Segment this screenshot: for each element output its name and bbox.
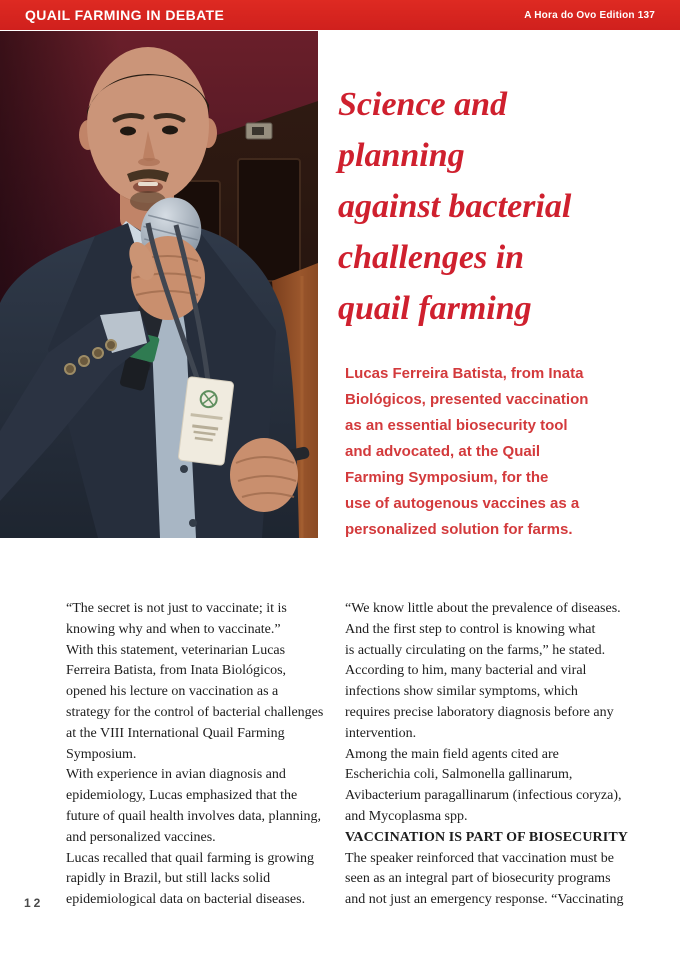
- body-text-line: and Mycoplasma spp.: [345, 808, 468, 824]
- article-title: [338, 79, 658, 334]
- standfirst-line: Lucas Ferreira Batista, from Inata: [345, 365, 584, 382]
- body-text-line: and personalized vaccines.: [66, 829, 216, 845]
- body-column-right: [345, 599, 657, 911]
- standfirst-line: use of autogenous vaccines as a: [345, 495, 580, 512]
- body-text-line: According to him, many bacterial and viral: [345, 663, 587, 679]
- title-line: quail farming: [338, 289, 532, 327]
- body-text-line: requires precise laboratory diagnosis before any: [345, 704, 614, 720]
- title-line: against bacterial: [338, 187, 572, 225]
- body-text-line: epidemiology, Lucas emphasized that the: [66, 788, 298, 804]
- body-text-line: and not just an emergency response. “Vaccinating: [345, 892, 624, 908]
- body-text-line: The speaker reinforced that vaccination must be: [345, 850, 614, 866]
- page-header: [0, 0, 680, 30]
- page-number: 12: [24, 896, 44, 910]
- body-text-line: opened his lecture on vaccination as a: [66, 684, 279, 700]
- body-text-line: And the first step to control is knowing what: [345, 621, 596, 637]
- body-text-line: “We know little about the prevalence of diseases.: [345, 601, 621, 616]
- title-line: Science and: [338, 85, 508, 123]
- body-text-line: With experience in avian diagnosis and: [66, 767, 286, 783]
- body-text-line: “The secret is not just to vaccinate; it is: [66, 601, 287, 616]
- body-text-line: infections show similar symptoms, which: [345, 684, 578, 700]
- body-text-line: seen as an integral part of biosecurity programs: [345, 871, 611, 887]
- body-text-line: Symposium.: [66, 746, 137, 762]
- body-text-line: strategy for the control of bacterial challenges: [66, 704, 324, 720]
- body-text-line: epidemiological data on bacterial diseases.: [66, 892, 306, 908]
- standfirst-line: personalized solution for farms.: [345, 521, 573, 538]
- body-text-line: Escherichia coli, Salmonella gallinarum,: [345, 767, 573, 783]
- article-standfirst: [345, 361, 655, 543]
- header-section-title: QUAIL FARMING IN DEBATE: [25, 7, 225, 23]
- body-text-line: intervention.: [345, 725, 417, 741]
- body-text-line: knowing why and when to vaccinate.”: [66, 621, 281, 637]
- body-text-line: Lucas recalled that quail farming is growing: [66, 850, 315, 866]
- body-text-line: Among the main field agents cited are: [345, 746, 559, 762]
- standfirst-line: Farming Symposium, for the: [345, 469, 549, 486]
- body-text-line: at the VIII International Quail Farming: [66, 725, 285, 741]
- standfirst-line: as an essential biosecurity tool: [345, 417, 568, 434]
- conference-badge: [178, 377, 234, 466]
- title-line: planning: [338, 136, 465, 174]
- door-hinge-icon: [246, 123, 272, 139]
- title-line: challenges in: [338, 238, 525, 276]
- header-edition-label: A Hora do Ovo Edition 137: [524, 9, 655, 21]
- body-text-line: future of quail health involves data, planning,: [66, 808, 322, 824]
- body-text-line: Ferreira Batista, from Inata Biológicos,: [66, 663, 287, 679]
- body-text-line: VACCINATION IS PART OF BIOSECURITY: [345, 829, 628, 845]
- body-text-line: Avibacterium paragallinarum (infectious coryza),: [345, 788, 622, 804]
- body-text-line: is actually circulating on the farms,” he stated.: [345, 642, 606, 658]
- standfirst-line: and advocated, at the Quail: [345, 443, 541, 460]
- body-text-line: rapidly in Brazil, but still lacks solid: [66, 871, 271, 887]
- body-column-left: [66, 599, 336, 911]
- standfirst-line: Biológicos, presented vaccination: [345, 391, 589, 408]
- body-text-line: With this statement, veterinarian Lucas: [66, 642, 286, 658]
- speaker-photo: [0, 31, 318, 538]
